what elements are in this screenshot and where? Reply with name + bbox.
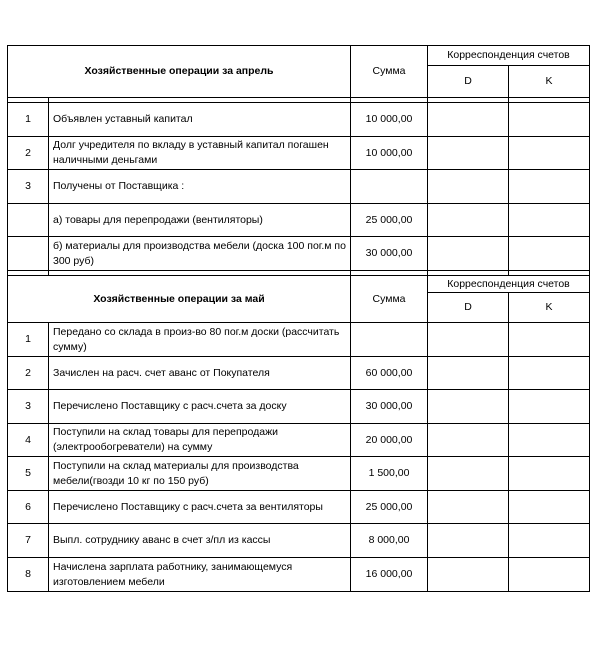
debit-cell[interactable] xyxy=(428,137,509,170)
row-text: Перечислено Поставщику с расч.счета за доску xyxy=(49,390,351,424)
debit-cell[interactable] xyxy=(428,237,509,271)
credit-cell[interactable] xyxy=(509,357,590,390)
row-number: 2 xyxy=(8,137,49,170)
row-text: б) материалы для производства мебели (доска 100 пог.м по 300 руб) xyxy=(49,237,351,271)
credit-cell[interactable] xyxy=(509,491,590,524)
debit-cell[interactable] xyxy=(428,170,509,204)
table-row xyxy=(8,491,590,524)
operations-table xyxy=(7,45,590,592)
table-row xyxy=(8,204,590,237)
row-amount: 10 000,00 xyxy=(351,103,428,137)
debit-cell[interactable] xyxy=(428,424,509,457)
may-credit-header: K xyxy=(509,293,590,323)
row-number: 1 xyxy=(8,323,49,357)
debit-cell[interactable] xyxy=(428,357,509,390)
credit-cell[interactable] xyxy=(509,237,590,271)
row-amount xyxy=(351,170,428,204)
row-amount: 16 000,00 xyxy=(351,558,428,592)
row-number: 3 xyxy=(8,170,49,204)
row-amount: 30 000,00 xyxy=(351,237,428,271)
debit-cell[interactable] xyxy=(428,457,509,491)
debit-cell[interactable] xyxy=(428,491,509,524)
debit-cell[interactable] xyxy=(428,558,509,592)
april-debit-header: D xyxy=(428,66,509,98)
table-row xyxy=(8,323,590,357)
row-amount: 10 000,00 xyxy=(351,137,428,170)
april-corr-header: Корреспонденция счетов xyxy=(428,46,590,66)
credit-cell[interactable] xyxy=(509,204,590,237)
row-amount: 1 500,00 xyxy=(351,457,428,491)
credit-cell[interactable] xyxy=(509,524,590,558)
table-row xyxy=(8,424,590,457)
row-text: Получены от Поставщика : xyxy=(49,170,351,204)
row-amount: 60 000,00 xyxy=(351,357,428,390)
table-row xyxy=(8,237,590,271)
row-number: 3 xyxy=(8,390,49,424)
row-text: Объявлен уставный капитал xyxy=(49,103,351,137)
may-title: Хозяйственные операции за май xyxy=(8,276,351,323)
table-row xyxy=(8,103,590,137)
april-title: Хозяйственные операции за апрель xyxy=(8,46,351,98)
row-text: Долг учредителя по вкладу в уставный капитал погашен наличными деньгами xyxy=(49,137,351,170)
table-row xyxy=(8,170,590,204)
row-text: а) товары для перепродажи (вентиляторы) xyxy=(49,204,351,237)
row-text: Начислена зарплата работнику, занимающемуся изготовлением мебели xyxy=(49,558,351,592)
row-text: Поступили на склад товары для перепродажи (электрообогреватели) на сумму xyxy=(49,424,351,457)
may-sum-header: Сумма xyxy=(351,276,428,323)
row-number: 8 xyxy=(8,558,49,592)
credit-cell[interactable] xyxy=(509,390,590,424)
april-credit-header: K xyxy=(509,66,590,98)
table-row xyxy=(8,357,590,390)
table-row xyxy=(8,524,590,558)
row-number: 6 xyxy=(8,491,49,524)
row-text: Поступили на склад материалы для производства мебели(гвозди 10 кг по 150 руб) xyxy=(49,457,351,491)
credit-cell[interactable] xyxy=(509,103,590,137)
row-text: Выпл. сотруднику аванс в счет з/пл из кассы xyxy=(49,524,351,558)
row-text: Зачислен на расч. счет аванс от Покупателя xyxy=(49,357,351,390)
april-sum-header: Сумма xyxy=(351,46,428,98)
table-row xyxy=(8,390,590,424)
credit-cell[interactable] xyxy=(509,137,590,170)
row-amount: 25 000,00 xyxy=(351,204,428,237)
row-amount: 30 000,00 xyxy=(351,390,428,424)
debit-cell[interactable] xyxy=(428,204,509,237)
table-row xyxy=(8,558,590,592)
credit-cell[interactable] xyxy=(509,558,590,592)
row-number: 7 xyxy=(8,524,49,558)
row-amount: 20 000,00 xyxy=(351,424,428,457)
april-header-row xyxy=(8,46,590,66)
row-amount: 8 000,00 xyxy=(351,524,428,558)
row-amount: 25 000,00 xyxy=(351,491,428,524)
may-corr-header: Корреспонденция счетов xyxy=(428,276,590,293)
row-number xyxy=(8,204,49,237)
row-number xyxy=(8,237,49,271)
may-header-row xyxy=(8,276,590,293)
debit-cell[interactable] xyxy=(428,390,509,424)
credit-cell[interactable] xyxy=(509,457,590,491)
debit-cell[interactable] xyxy=(428,524,509,558)
debit-cell[interactable] xyxy=(428,103,509,137)
row-number: 2 xyxy=(8,357,49,390)
row-number: 1 xyxy=(8,103,49,137)
row-number: 5 xyxy=(8,457,49,491)
row-text: Передано со склада в произ-во 80 пог.м доски (рассчитать сумму) xyxy=(49,323,351,357)
may-debit-header: D xyxy=(428,293,509,323)
credit-cell[interactable] xyxy=(509,170,590,204)
credit-cell[interactable] xyxy=(509,323,590,357)
credit-cell[interactable] xyxy=(509,424,590,457)
debit-cell[interactable] xyxy=(428,323,509,357)
row-amount xyxy=(351,323,428,357)
table-row xyxy=(8,457,590,491)
table-row xyxy=(8,137,590,170)
row-number: 4 xyxy=(8,424,49,457)
row-text: Перечислено Поставщику с расч.счета за вентиляторы xyxy=(49,491,351,524)
